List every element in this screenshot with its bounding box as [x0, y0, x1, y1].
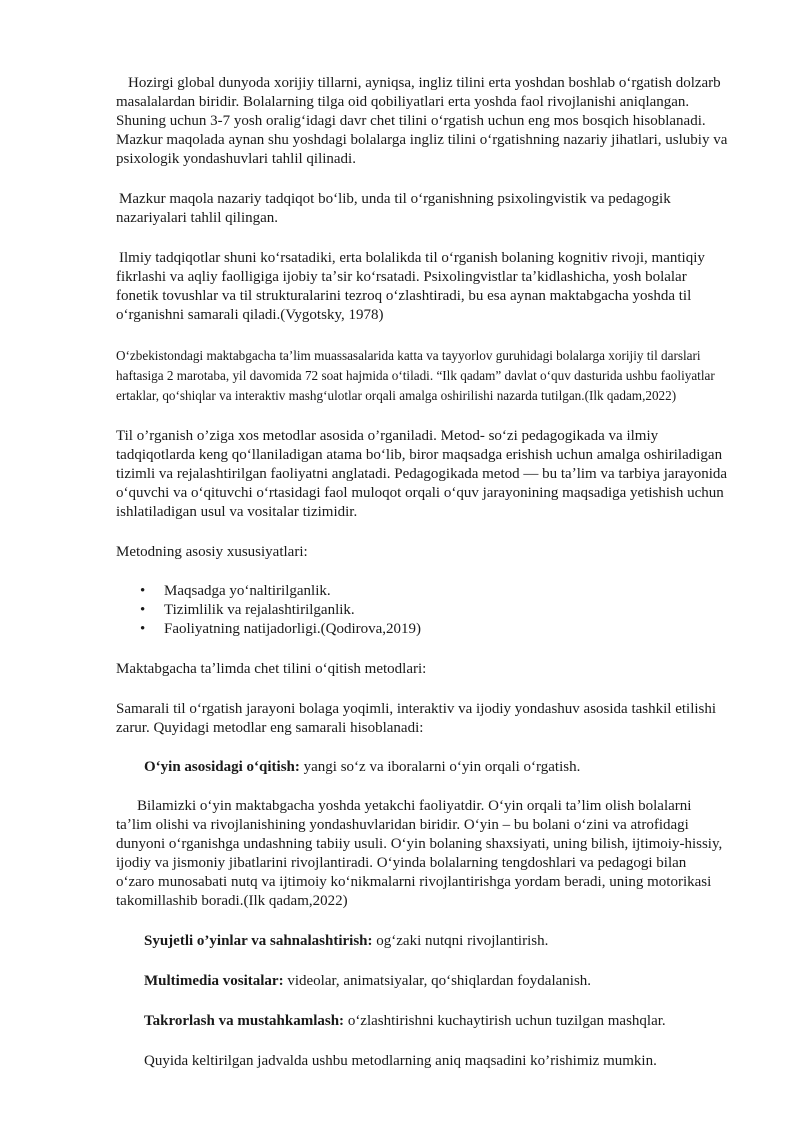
method-title: Oʻyin asosidagi oʻqitish: [144, 759, 300, 775]
method-text: videolar, animatsiyalar, qoʻshiqlardan foydalanish. [283, 973, 592, 989]
method-multimedia [116, 972, 728, 991]
bullet-icon: • [140, 602, 146, 618]
method-title: Multimedia vositalar: [144, 973, 284, 989]
list-item-text: Maqsadga yoʻnaltirilganlik. [164, 583, 331, 599]
game-paragraph: Bilamizki oʻyin maktabgacha yoshda yetakchi faoliyatdir. Oʻyin orqali taʼlim olish bolalarni taʼlim olishi va rivojlanishining yondashuvlaridan biridir. Oʻyin – bu bolani oʻzini va atrofidagi dunyoni oʻrganishga undashning tabiiy usuli. Oʻyin bolaning shaxsiyati, uning bilish, ijtimoiy-hissiy, ijodiy va jismoniy jibatlarini rivojlantiradi. Oʻyinda bolalarning tengdoshlari va pedagogi bilan oʻzaro munosabati nutq va ijtimoiy koʻnikmalarni rivojlantirishga yordam beradi, uning motorikasi takomillashib boradi.(Ilk qadam,2022) [116, 798, 723, 909]
table-intro-paragraph: Quyida keltirilgan jadvalda ushbu metodlarning aniq maqsadini ko’rishimiz mumkin. [144, 1053, 657, 1069]
effective-paragraph: Samarali til oʻrgatish jarayoni bolaga yoqimli, interaktiv va ijodiy yondashuv asosida tashkil etilishi zarur. Quyidagi metodlar eng samarali hisoblanadi: [116, 701, 717, 736]
list-item [116, 601, 728, 620]
method-text: oʻzlashtirishni kuchaytirish uchun tuzilgan mashqlar. [344, 1013, 666, 1029]
method-game-based [116, 758, 728, 777]
list-item [116, 620, 728, 639]
method-text: ogʻzaki nutqni rivojlantirish. [372, 933, 549, 949]
method-definition-paragraph: Til o’rganish o’ziga xos metodlar asosida o’rganiladi. Metod- soʻzi pedagogikada va ilmiy tadqiqotlarda keng qoʻllaniladigan atama boʻlib, biror maqsadga erishish uchun amalga oshiriladigan tizimli va rejalashtirilgan faoliyatni anglatadi. Pedagogikada metod — bu taʼlim va tarbiya jarayonida oʻquvchi va oʻqituvchi oʻrtasidagi faol muloqot orqali oʻquv jarayonining maqsadiga yetishish uchun ishlatiladigan usul va vositalar tizimidir. [116, 428, 728, 520]
uzbekistan-paragraph: Oʻzbekistondagi maktabgacha taʼlim muassasalarida katta va tayyorlov guruhidagi bolalarga xorijiy til darslari haftasiga 2 marotaba, yil davomida 72 soat hajmida oʻtiladi. “Ilk qadam” davlat oʻquv dasturida ushbu faoliyatlar ertaklar, qoʻshiqlar va interaktiv mashgʻulotlar orqali amalga oshirilishi nazarda tutilgan.(Ilk qadam,2022) [116, 348, 715, 403]
method-repetition [116, 1012, 728, 1031]
method-role-play [116, 932, 728, 951]
method-title: Takrorlash va mustahkamlash: [144, 1013, 345, 1029]
document-page [116, 74, 728, 1071]
bullet-icon: • [140, 621, 146, 637]
method-text: yangi soʻz va iboralarni oʻyin orqali oʻrgatish. [299, 759, 581, 775]
research-paragraph: Ilmiy tadqiqotlar shuni koʻrsatadiki, erta bolalikda til oʻrganish bolaning kognitiv rivoji, mantiqiy fikrlashi va aqliy faolligiga ijobiy taʼsir koʻrsatadi. Psixolingvistlar taʼkidlashicha, yosh bolalar fonetik tovushlar va til strukturalarini tezroq oʻzlashtiradi, bu esa aynan maktabgacha yoshda til oʻrganishni samarali qiladi.(Vygotsky, 1978) [116, 250, 705, 323]
intro-paragraph: Hozirgi global dunyoda xorijiy tillarni, ayniqsa, ingliz tilini erta yoshdan boshlab oʻrgatish dolzarb masalalardan biridir. Bolalarning tilga oid qobiliyatlari erta yoshda faol rivojlanishi aniqlangan. Shuning uchun 3-7 yosh oraligʻidagi davr chet tilini oʻrgatish uchun eng mos bosqich hisoblanadi. Mazkur maqolada aynan shu yoshdagi bolalarga ingliz tilini oʻrgatishning nazariy jihatlari, uslubiy va psixologik yondashuvlari tahlil qilinadi. [116, 75, 728, 167]
features-list [116, 582, 728, 639]
list-item [116, 582, 728, 601]
methods-heading: Maktabgacha taʼlimda chet tilini oʻqitish metodlari: [116, 661, 427, 677]
features-heading: Metodning asosiy xususiyatlari: [116, 544, 308, 560]
method-title: Syujetli o’yinlar va sahnalashtirish: [144, 933, 373, 949]
list-item-text: Tizimlilik va rejalashtirilganlik. [164, 602, 355, 618]
list-item-text: Faoliyatning natijadorligi.(Qodirova,2019) [164, 621, 422, 637]
bullet-icon: • [140, 583, 146, 599]
theory-paragraph: Mazkur maqola nazariy tadqiqot boʻlib, unda til oʻrganishning psixolingvistik va pedagogik nazariyalari tahlil qilingan. [116, 191, 671, 226]
